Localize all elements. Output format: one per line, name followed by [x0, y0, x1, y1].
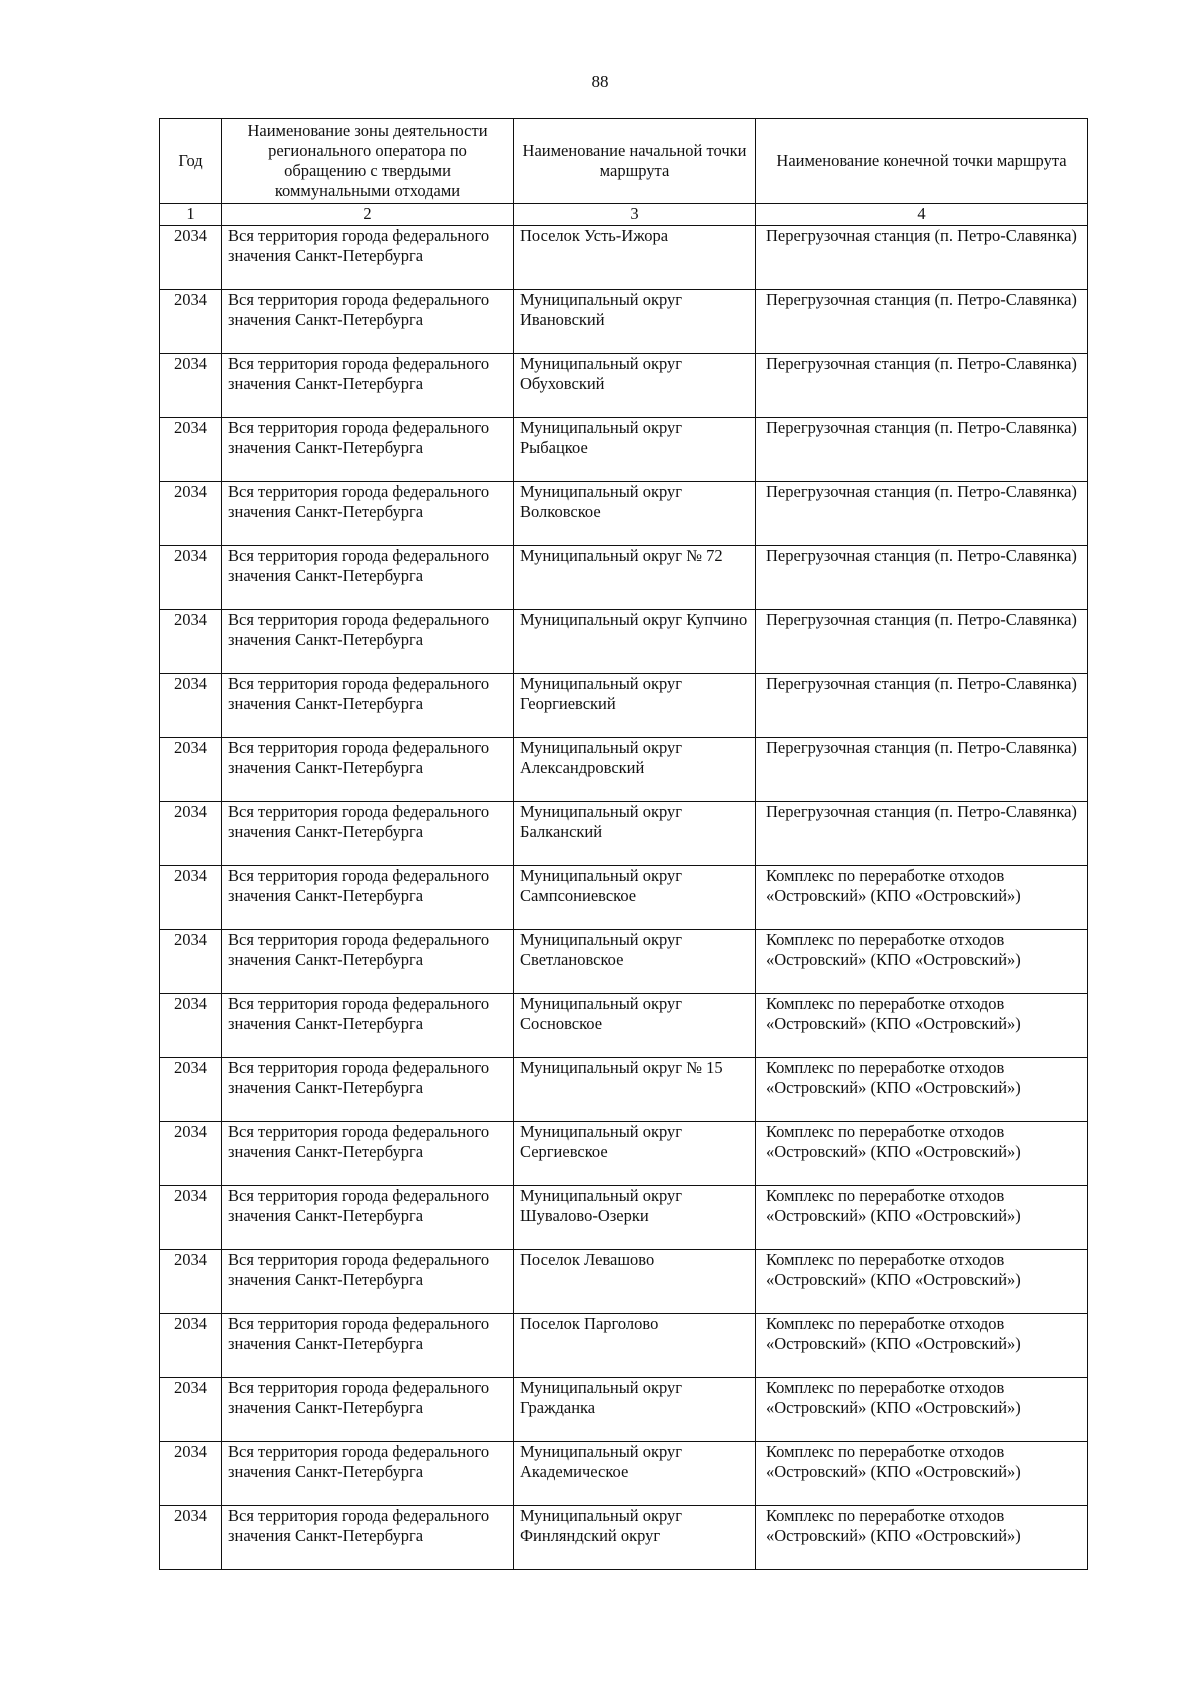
start-point-cell: Муниципальный округ Финляндский округ [514, 1506, 756, 1570]
end-point-cell: Перегрузочная станция (п. Петро-Славянка) [756, 802, 1088, 866]
year-cell: 2034 [160, 1314, 222, 1378]
header-end-point: Наименование конечной точки маршрута [756, 119, 1088, 204]
start-point-cell: Муниципальный округ Георгиевский [514, 674, 756, 738]
end-point-cell: Комплекс по переработке отходов «Островский» (КПО «Островский») [756, 994, 1088, 1058]
column-number-row [160, 204, 1088, 226]
start-point-cell: Муниципальный округ Шувалово-Озерки [514, 1186, 756, 1250]
zone-cell: Вся территория города федерального значения Санкт-Петербурга [222, 1378, 514, 1442]
table-row [160, 738, 1088, 802]
zone-cell: Вся территория города федерального значения Санкт-Петербурга [222, 354, 514, 418]
table-row [160, 866, 1088, 930]
start-point-cell: Поселок Левашово [514, 1250, 756, 1314]
year-cell: 2034 [160, 1442, 222, 1506]
column-number: 4 [756, 204, 1088, 226]
year-cell: 2034 [160, 226, 222, 290]
zone-cell: Вся территория города федерального значения Санкт-Петербурга [222, 738, 514, 802]
table-row [160, 226, 1088, 290]
year-cell: 2034 [160, 930, 222, 994]
end-point-cell: Комплекс по переработке отходов «Островский» (КПО «Островский») [756, 866, 1088, 930]
table-row [160, 1186, 1088, 1250]
table-row [160, 930, 1088, 994]
year-cell: 2034 [160, 546, 222, 610]
year-cell: 2034 [160, 994, 222, 1058]
table-row [160, 674, 1088, 738]
start-point-cell: Муниципальный округ № 15 [514, 1058, 756, 1122]
table-row [160, 610, 1088, 674]
column-number: 2 [222, 204, 514, 226]
end-point-cell: Перегрузочная станция (п. Петро-Славянка) [756, 674, 1088, 738]
zone-cell: Вся территория города федерального значения Санкт-Петербурга [222, 1058, 514, 1122]
zone-cell: Вся территория города федерального значения Санкт-Петербурга [222, 1122, 514, 1186]
end-point-cell: Перегрузочная станция (п. Петро-Славянка) [756, 738, 1088, 802]
header-start-point: Наименование начальной точки маршрута [514, 119, 756, 204]
end-point-cell: Комплекс по переработке отходов «Островский» (КПО «Островский») [756, 1122, 1088, 1186]
zone-cell: Вся территория города федерального значения Санкт-Петербурга [222, 482, 514, 546]
table-body [160, 226, 1088, 1570]
zone-cell: Вся территория города федерального значения Санкт-Петербурга [222, 610, 514, 674]
year-cell: 2034 [160, 1250, 222, 1314]
year-cell: 2034 [160, 1058, 222, 1122]
table-row [160, 1058, 1088, 1122]
table-row [160, 418, 1088, 482]
zone-cell: Вся территория города федерального значения Санкт-Петербурга [222, 930, 514, 994]
table-row [160, 1506, 1088, 1570]
table-row [160, 1122, 1088, 1186]
end-point-cell: Комплекс по переработке отходов «Островский» (КПО «Островский») [756, 930, 1088, 994]
year-cell: 2034 [160, 418, 222, 482]
end-point-cell: Комплекс по переработке отходов «Островский» (КПО «Островский») [756, 1506, 1088, 1570]
table-row [160, 546, 1088, 610]
year-cell: 2034 [160, 738, 222, 802]
table-header-row [160, 119, 1088, 204]
start-point-cell: Муниципальный округ Светлановское [514, 930, 756, 994]
table-row [160, 1314, 1088, 1378]
table-row [160, 1250, 1088, 1314]
start-point-cell: Муниципальный округ Александровский [514, 738, 756, 802]
year-cell: 2034 [160, 1186, 222, 1250]
zone-cell: Вся территория города федерального значения Санкт-Петербурга [222, 674, 514, 738]
end-point-cell: Комплекс по переработке отходов «Островский» (КПО «Островский») [756, 1250, 1088, 1314]
zone-cell: Вся территория города федерального значения Санкт-Петербурга [222, 226, 514, 290]
year-cell: 2034 [160, 354, 222, 418]
zone-cell: Вся территория города федерального значения Санкт-Петербурга [222, 290, 514, 354]
end-point-cell: Комплекс по переработке отходов «Островский» (КПО «Островский») [756, 1058, 1088, 1122]
header-year: Год [160, 119, 222, 204]
start-point-cell: Муниципальный округ Балканский [514, 802, 756, 866]
year-cell: 2034 [160, 866, 222, 930]
zone-cell: Вся территория города федерального значения Санкт-Петербурга [222, 994, 514, 1058]
year-cell: 2034 [160, 674, 222, 738]
table-row [160, 802, 1088, 866]
year-cell: 2034 [160, 1378, 222, 1442]
table-row [160, 994, 1088, 1058]
start-point-cell: Муниципальный округ Сосновское [514, 994, 756, 1058]
start-point-cell: Муниципальный округ Обуховский [514, 354, 756, 418]
zone-cell: Вся территория города федерального значения Санкт-Петербурга [222, 866, 514, 930]
end-point-cell: Перегрузочная станция (п. Петро-Славянка) [756, 418, 1088, 482]
page-number: 88 [591, 72, 609, 91]
table-row [160, 354, 1088, 418]
zone-cell: Вся территория города федерального значения Санкт-Петербурга [222, 1186, 514, 1250]
start-point-cell: Муниципальный округ № 72 [514, 546, 756, 610]
start-point-cell: Поселок Усть-Ижора [514, 226, 756, 290]
end-point-cell: Перегрузочная станция (п. Петро-Славянка) [756, 482, 1088, 546]
start-point-cell: Муниципальный округ Рыбацкое [514, 418, 756, 482]
start-point-cell: Муниципальный округ Академическое [514, 1442, 756, 1506]
zone-cell: Вся территория города федерального значения Санкт-Петербурга [222, 1442, 514, 1506]
end-point-cell: Комплекс по переработке отходов «Островский» (КПО «Островский») [756, 1186, 1088, 1250]
table-row [160, 482, 1088, 546]
year-cell: 2034 [160, 802, 222, 866]
zone-cell: Вся территория города федерального значения Санкт-Петербурга [222, 418, 514, 482]
header-zone: Наименование зоны деятельности регионального оператора по обращению с твердыми коммунальными отходами [222, 119, 514, 204]
start-point-cell: Муниципальный округ Сампсониевское [514, 866, 756, 930]
zone-cell: Вся территория города федерального значения Санкт-Петербурга [222, 546, 514, 610]
year-cell: 2034 [160, 482, 222, 546]
end-point-cell: Перегрузочная станция (п. Петро-Славянка) [756, 354, 1088, 418]
table-row [160, 290, 1088, 354]
end-point-cell: Перегрузочная станция (п. Петро-Славянка) [756, 546, 1088, 610]
table-row [160, 1378, 1088, 1442]
column-number: 3 [514, 204, 756, 226]
zone-cell: Вся территория города федерального значения Санкт-Петербурга [222, 1506, 514, 1570]
zone-cell: Вся территория города федерального значения Санкт-Петербурга [222, 1314, 514, 1378]
start-point-cell: Муниципальный округ Купчино [514, 610, 756, 674]
year-cell: 2034 [160, 610, 222, 674]
start-point-cell: Муниципальный округ Гражданка [514, 1378, 756, 1442]
end-point-cell: Перегрузочная станция (п. Петро-Славянка) [756, 610, 1088, 674]
end-point-cell: Комплекс по переработке отходов «Островский» (КПО «Островский») [756, 1442, 1088, 1506]
year-cell: 2034 [160, 290, 222, 354]
end-point-cell: Перегрузочная станция (п. Петро-Славянка) [756, 290, 1088, 354]
start-point-cell: Поселок Парголово [514, 1314, 756, 1378]
year-cell: 2034 [160, 1122, 222, 1186]
zone-cell: Вся территория города федерального значения Санкт-Петербурга [222, 802, 514, 866]
column-number: 1 [160, 204, 222, 226]
zone-cell: Вся территория города федерального значения Санкт-Петербурга [222, 1250, 514, 1314]
year-cell: 2034 [160, 1506, 222, 1570]
routes-table [159, 118, 1088, 1570]
end-point-cell: Перегрузочная станция (п. Петро-Славянка) [756, 226, 1088, 290]
end-point-cell: Комплекс по переработке отходов «Островский» (КПО «Островский») [756, 1314, 1088, 1378]
table-row [160, 1442, 1088, 1506]
start-point-cell: Муниципальный округ Волковское [514, 482, 756, 546]
start-point-cell: Муниципальный округ Ивановский [514, 290, 756, 354]
start-point-cell: Муниципальный округ Сергиевское [514, 1122, 756, 1186]
end-point-cell: Комплекс по переработке отходов «Островский» (КПО «Островский») [756, 1378, 1088, 1442]
